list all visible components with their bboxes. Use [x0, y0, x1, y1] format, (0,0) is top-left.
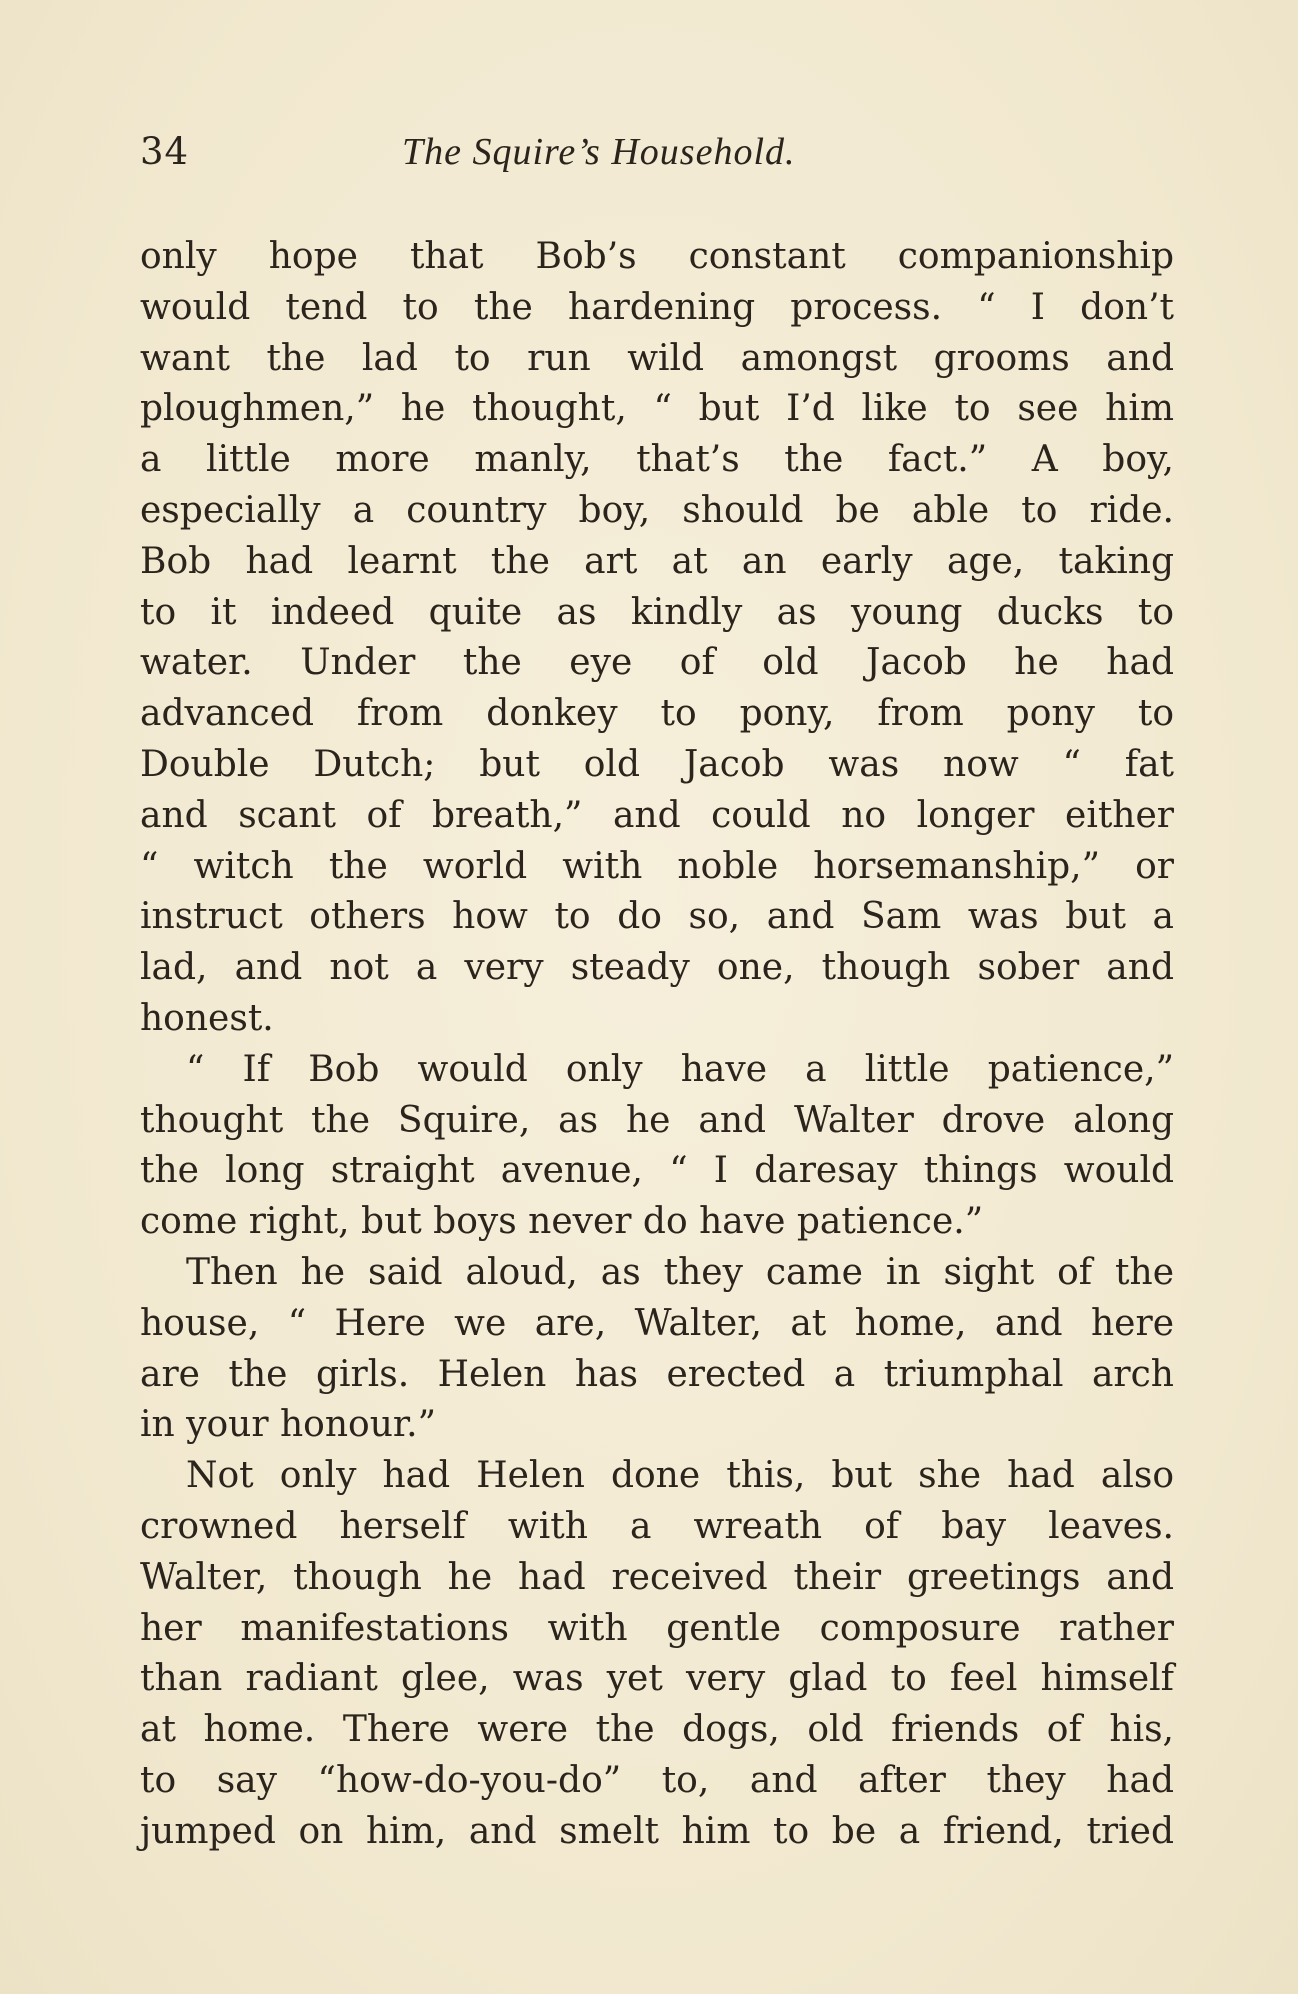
text-line: Then he said aloud, as they came in sight of the — [186, 1251, 1174, 1293]
text-line: want the lad to run wild amongst grooms and — [140, 337, 1174, 379]
text-line: only hope that Bob’s constant companionship — [140, 236, 1174, 277]
text-line: water. Under the eye of old Jacob he had — [140, 642, 1174, 684]
text-line: than radiant glee, was yet very glad to feel himself — [140, 1658, 1174, 1700]
page-number: 34 — [140, 130, 190, 173]
text-line: the long straight avenue, “ I daresay things would — [140, 1150, 1174, 1192]
text-line: her manifestations with gentle composure rather — [140, 1607, 1174, 1649]
text-line: house, “ Here we are, Walter, at home, and here — [140, 1302, 1174, 1344]
text-line: thought the Squire, as he and Walter drove along — [140, 1099, 1174, 1141]
running-head — [140, 130, 1174, 180]
text-line: honest. — [140, 997, 274, 1039]
running-title: The Squire’s Household. — [402, 131, 796, 173]
text-line: Double Dutch; but old Jacob was now “ fat — [140, 743, 1174, 785]
text-line: Bob had learnt the art at an early age, taking — [140, 540, 1174, 582]
text-line: and scant of breath,” and could no longer either — [140, 794, 1174, 836]
text-line: lad, and not a very steady one, though sober and — [140, 947, 1174, 989]
text-line: at home. There were the dogs, old friends of his, — [140, 1709, 1174, 1751]
text-line: ploughmen,” he thought, “ but I’d like to see him — [140, 388, 1174, 430]
text-line: to say “how-do-you-do” to, and after they had — [140, 1759, 1174, 1801]
text-line: especially a country boy, should be able to ride. — [140, 489, 1174, 531]
text-line: in your honour.” — [140, 1404, 436, 1446]
text-line: a little more manly, that’s the fact.” A boy, — [140, 439, 1174, 481]
text-line: “ If Bob would only have a little patience,” — [186, 1048, 1174, 1090]
text-line: would tend to the hardening process. “ I don’t — [140, 286, 1174, 328]
text-line: instruct others how to do so, and Sam was but a — [140, 896, 1174, 938]
text-line: advanced from donkey to pony, from pony to — [140, 693, 1174, 735]
text-line: “ witch the world with noble horsemanship,” or — [140, 845, 1174, 887]
text-line: come right, but boys never do have patience.” — [140, 1201, 984, 1243]
text-line: to it indeed quite as kindly as young ducks to — [140, 591, 1174, 633]
text-line: Walter, though he had received their greetings and — [140, 1556, 1174, 1598]
text-line: crowned herself with a wreath of bay leaves. — [140, 1505, 1174, 1547]
text-line: jumped on him, and smelt him to be a friend, tried — [140, 1810, 1174, 1852]
body-text — [140, 232, 1174, 1858]
text-line: are the girls. Helen has erected a triumphal arch — [140, 1353, 1174, 1395]
text-line: Not only had Helen done this, but she had also — [186, 1455, 1174, 1497]
